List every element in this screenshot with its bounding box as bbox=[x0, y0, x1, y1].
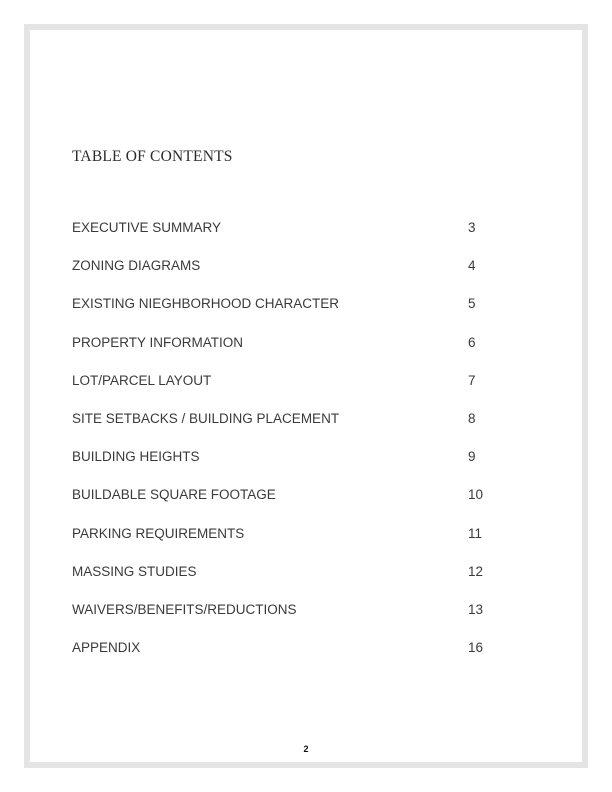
toc-item-label: EXISTING NIEGHBORHOOD CHARACTER bbox=[72, 296, 340, 312]
toc-item-page: 5 bbox=[468, 296, 476, 312]
toc-item-neighborhood-character bbox=[72, 296, 512, 334]
toc-item-label: BUILDABLE SQUARE FOOTAGE bbox=[72, 487, 276, 503]
toc-item-appendix bbox=[72, 640, 512, 678]
toc-item-label: BUILDING HEIGHTS bbox=[72, 449, 200, 465]
toc-item-parking-requirements bbox=[72, 526, 512, 564]
toc-item-label: PARKING REQUIREMENTS bbox=[72, 525, 245, 541]
toc-item-page: 12 bbox=[468, 563, 484, 579]
toc-item-massing-studies bbox=[72, 564, 512, 602]
toc-item-page: 4 bbox=[468, 258, 476, 274]
toc-item-building-heights bbox=[72, 449, 512, 487]
toc-item-executive-summary bbox=[72, 220, 512, 258]
toc-item-page: 6 bbox=[468, 334, 476, 350]
toc-item-page: 9 bbox=[468, 449, 476, 465]
page-frame bbox=[24, 24, 588, 768]
toc-item-label: LOT/PARCEL LAYOUT bbox=[72, 372, 212, 388]
page-title: TABLE OF CONTENTS bbox=[72, 148, 233, 165]
toc-item-label: PROPERTY INFORMATION bbox=[72, 334, 244, 350]
toc-item-lot-parcel-layout bbox=[72, 373, 512, 411]
toc-item-page: 10 bbox=[468, 487, 484, 503]
toc-item-label: SITE SETBACKS / BUILDING PLACEMENT bbox=[72, 410, 340, 426]
page-number: 2 bbox=[303, 744, 309, 754]
toc-item-page: 7 bbox=[468, 372, 476, 388]
toc-item-page: 8 bbox=[468, 410, 476, 426]
toc-item-property-information bbox=[72, 335, 512, 373]
toc-item-page: 13 bbox=[468, 601, 484, 617]
toc-item-waivers-benefits bbox=[72, 602, 512, 640]
toc-item-page: 11 bbox=[468, 525, 483, 541]
toc-list bbox=[72, 220, 512, 678]
toc-item-label: EXECUTIVE SUMMARY bbox=[72, 220, 222, 235]
toc-item-buildable-square-footage bbox=[72, 487, 512, 525]
toc-item-zoning-diagrams bbox=[72, 258, 512, 296]
toc-item-label: MASSING STUDIES bbox=[72, 563, 197, 579]
toc-item-label: WAIVERS/BENEFITS/REDUCTIONS bbox=[72, 601, 297, 617]
toc-item-page: 16 bbox=[468, 640, 484, 656]
toc-item-site-setbacks bbox=[72, 411, 512, 449]
toc-item-label: ZONING DIAGRAMS bbox=[72, 258, 201, 274]
toc-item-page: 3 bbox=[468, 220, 476, 235]
toc-item-label: APPENDIX bbox=[72, 640, 141, 656]
